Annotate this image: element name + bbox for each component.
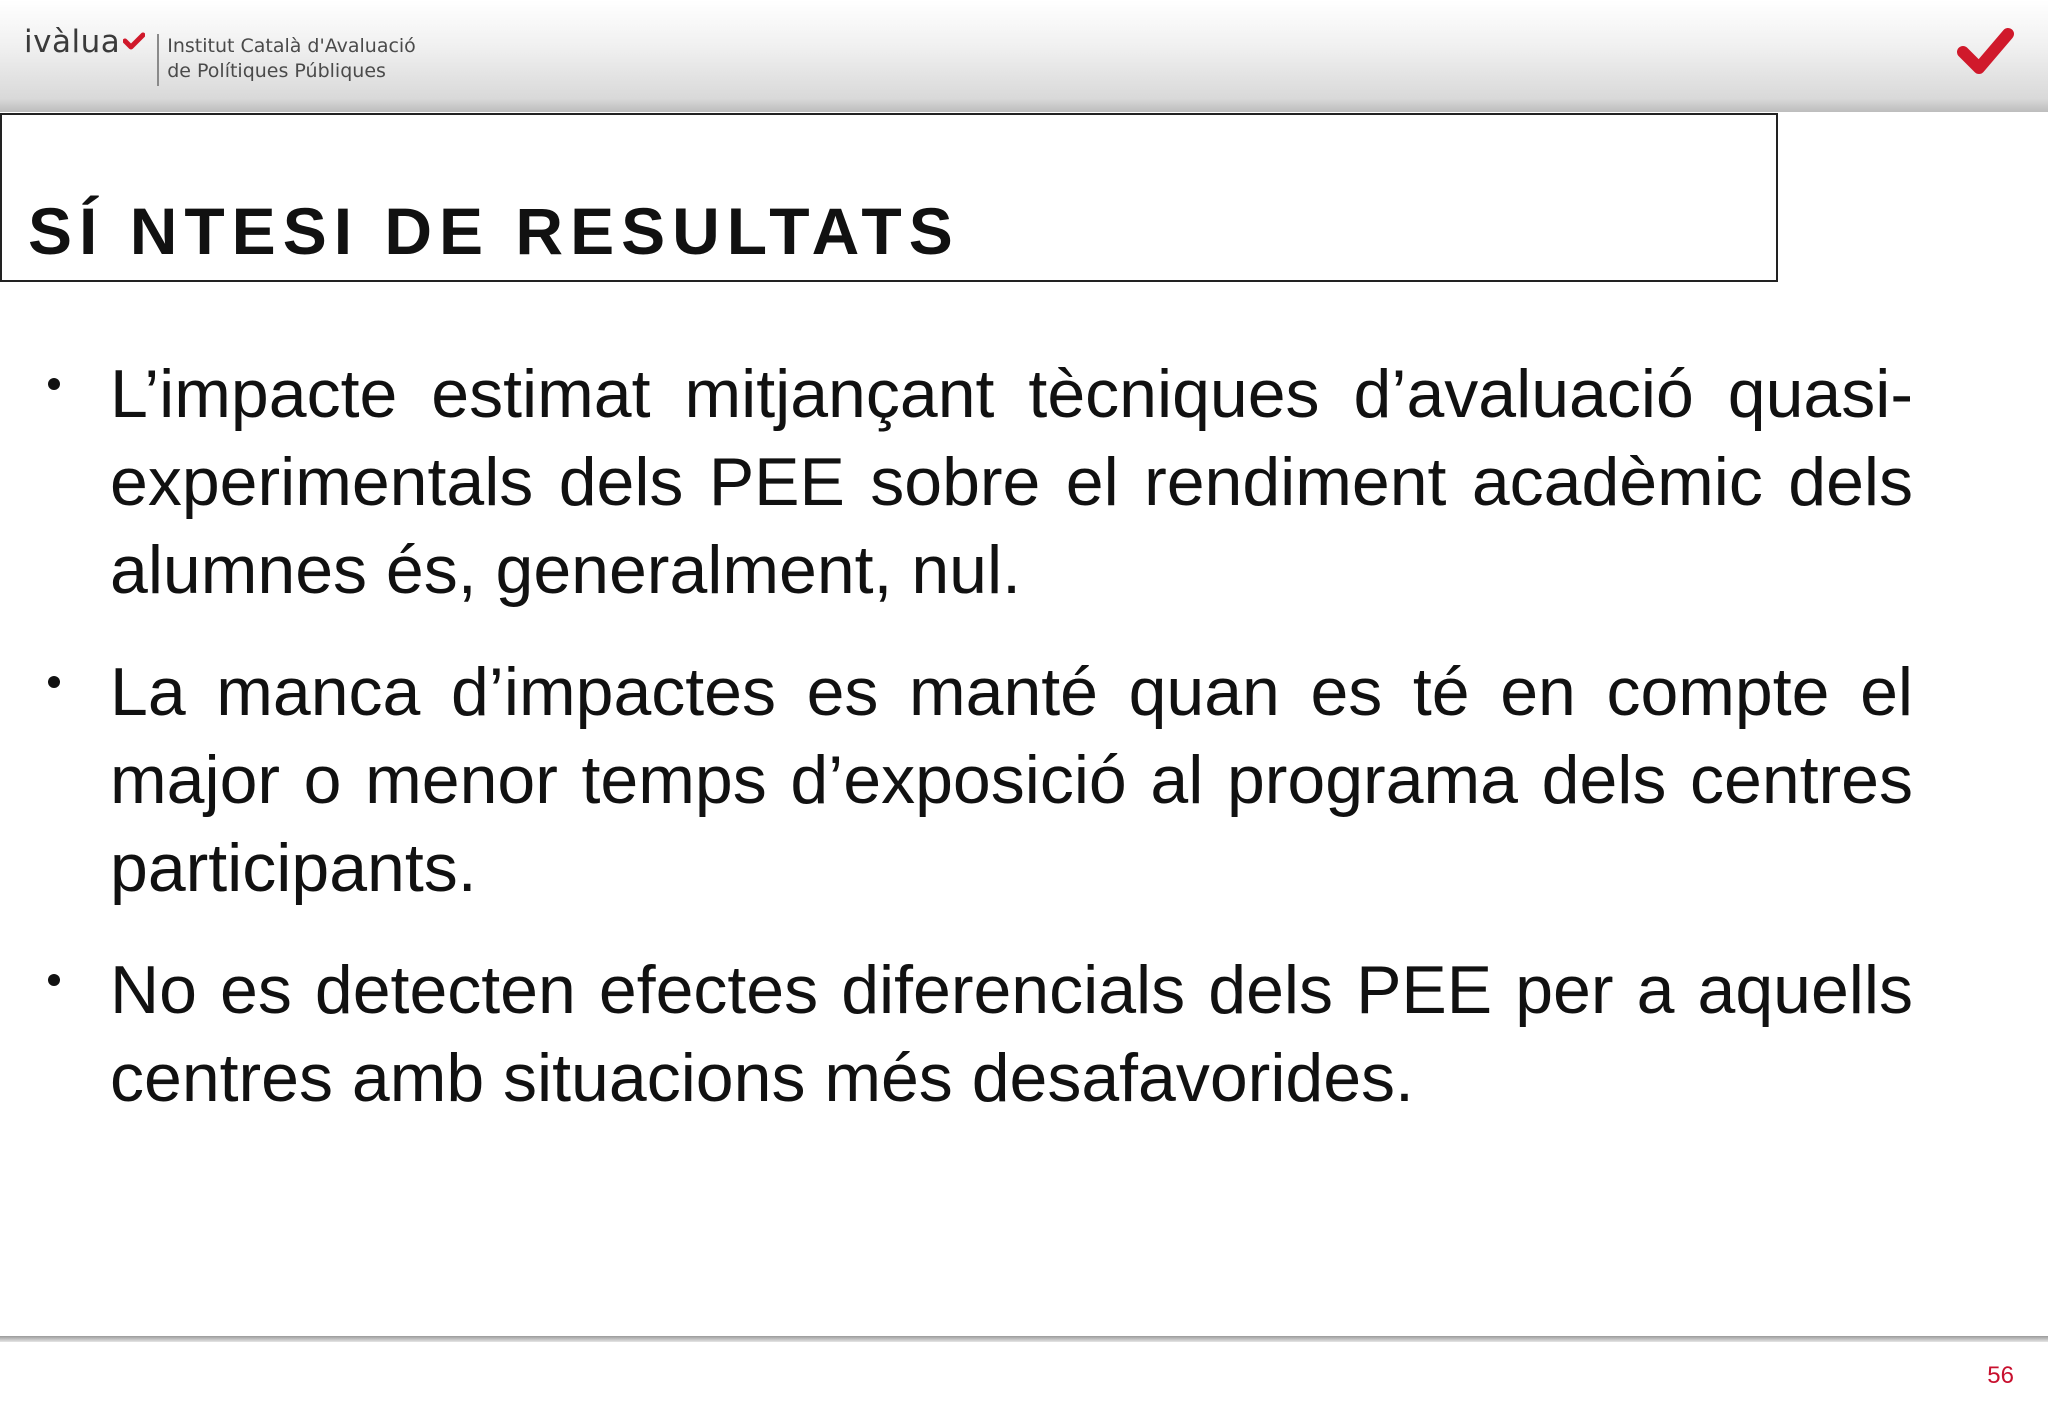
brand-subtitle [167, 34, 416, 84]
header-band [0, 0, 2048, 112]
bullet-dot-icon [48, 378, 60, 390]
brand-check-icon [123, 32, 145, 50]
corner-check-icon [1956, 22, 2014, 80]
bullet-dot-icon [48, 974, 60, 986]
bullet-text: La manca d’impactes es manté quan es té en compte el major o menor temps d’exposició al programa dels centres participants. [110, 654, 1913, 906]
bullet-text: No es detecten efectes diferencials dels PEE per a aquells centres amb situacions més desafavorides. [110, 952, 1913, 1116]
footer-divider [0, 1336, 2048, 1342]
brand-divider [157, 34, 159, 86]
bullet-item [48, 648, 1913, 912]
bullet-text: L’impacte estimat mitjançant tècniques d’avaluació quasi-experimentals dels PEE sobre el rendiment acadèmic dels alumnes és, generalment, nul. [110, 356, 1913, 608]
slide-title: SÍ NTESI DE RESULTATS [28, 194, 960, 268]
brand-subtitle-line-2: de Polítiques Públiques [167, 60, 386, 82]
bullet-dot-icon [48, 676, 60, 688]
brand-logo [24, 20, 416, 90]
page-number: 56 [1987, 1362, 2014, 1389]
bullet-item [48, 946, 1913, 1122]
brand-name: ivàlua [24, 24, 121, 60]
bullet-item [48, 350, 1913, 614]
bullet-list [48, 350, 1913, 1156]
title-box [0, 113, 1778, 282]
brand-subtitle-line-1: Institut Català d'Avaluació [167, 35, 416, 57]
